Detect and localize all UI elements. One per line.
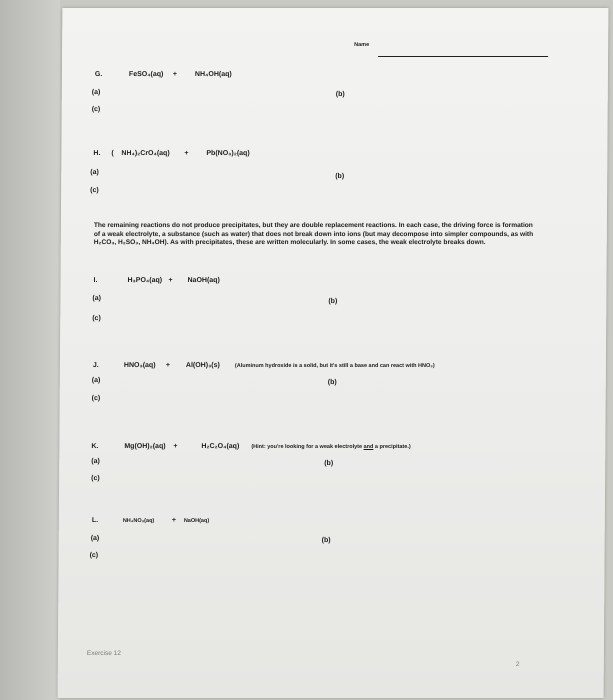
worksheet-page <box>58 8 609 698</box>
problem-l-reactant2: NaOH(aq) <box>183 518 210 524</box>
problem-l-part-c: (c) <box>89 552 99 559</box>
problem-h-reactant1: NH₄)₂CrO₄(aq) <box>121 150 170 157</box>
problem-k-note: (Hint: you're looking for a weak electrolyte and a precipitate.) <box>251 444 411 450</box>
problem-g-part-c: (c) <box>91 106 101 113</box>
problem-h-paren: ( <box>111 150 114 157</box>
problem-k-number: K. <box>91 443 99 450</box>
problem-i-reactant1: H₃PO₄(aq) <box>127 277 163 284</box>
problem-k-part-b: (b) <box>324 460 334 467</box>
problem-k-part-c: (c) <box>91 475 100 482</box>
problem-i-reactant2: NaOH(aq) <box>187 277 220 284</box>
problem-g-number: G. <box>94 71 103 78</box>
name-label: Name <box>354 42 370 48</box>
problem-l-part-a: (a) <box>90 535 100 542</box>
page-number: 2 <box>515 661 520 668</box>
problem-k-reactant1: Mg(OH)₂(aq) <box>124 443 166 450</box>
problem-j-reactant1: HNO₃(aq) <box>123 362 156 369</box>
instructions-paragraph: The remaining reactions do not produce precipitates, but they are double replacement reactions. In each case, the driving force is formation of a weak electrolyte, a substance (such as water) that does not break down into ions (but may decompose into simpler compounds, as with H₂CO₃, H₂SO₃, NH₄OH). As with precipitates, these are written molecularly. In some cases, the weak electrolyte breaks down. <box>93 222 534 246</box>
problem-h-part-a: (a) <box>90 169 99 176</box>
problem-h-part-b: (b) <box>335 173 345 180</box>
problem-l-plus: + <box>171 517 176 524</box>
problem-g-reactant1: FeSO₄(aq) <box>128 71 164 78</box>
problem-h-reactant2: Pb(NO₃)₂(aq) <box>206 150 250 157</box>
problem-j-note: (Aluminum hydroxide is a solid, but it's still a base and can react with HNO₃) <box>234 363 435 369</box>
problem-h-part-c: (c) <box>90 187 99 194</box>
problem-g-part-a: (a) <box>91 89 101 96</box>
problem-j-plus: + <box>165 362 171 369</box>
problem-h-plus: + <box>184 150 189 157</box>
problem-k-reactant2: H₂C₂O₄(aq) <box>201 443 240 450</box>
problem-i-part-a: (a) <box>92 295 101 302</box>
problem-j-part-c: (c) <box>91 395 101 402</box>
problem-i-part-b: (b) <box>328 298 338 305</box>
problem-i-number: I. <box>93 277 98 284</box>
name-line <box>378 56 548 57</box>
problem-j-reactant2: Al(OH)₃(s) <box>185 362 220 369</box>
problem-g-reactant2: NH₄OH(aq) <box>194 71 232 78</box>
problem-l-number: L. <box>91 517 99 524</box>
problem-h-number: H. <box>93 150 101 157</box>
problem-j-part-a: (a) <box>91 377 101 384</box>
problem-j-part-b: (b) <box>327 379 337 386</box>
problem-j-number: J. <box>92 362 99 369</box>
problem-i-part-c: (c) <box>92 315 101 322</box>
exercise-footer: Exercise 12 <box>86 650 121 657</box>
background-left <box>0 0 60 700</box>
problem-g-plus: + <box>172 71 178 78</box>
problem-g-part-b: (b) <box>335 91 345 98</box>
problem-k-part-a: (a) <box>91 458 100 465</box>
problem-k-plus: + <box>173 443 178 450</box>
problem-l-reactant1: NH₄NO₃(aq) <box>122 518 155 524</box>
problem-l-part-b: (b) <box>321 537 331 544</box>
problem-i-plus: + <box>168 277 173 284</box>
